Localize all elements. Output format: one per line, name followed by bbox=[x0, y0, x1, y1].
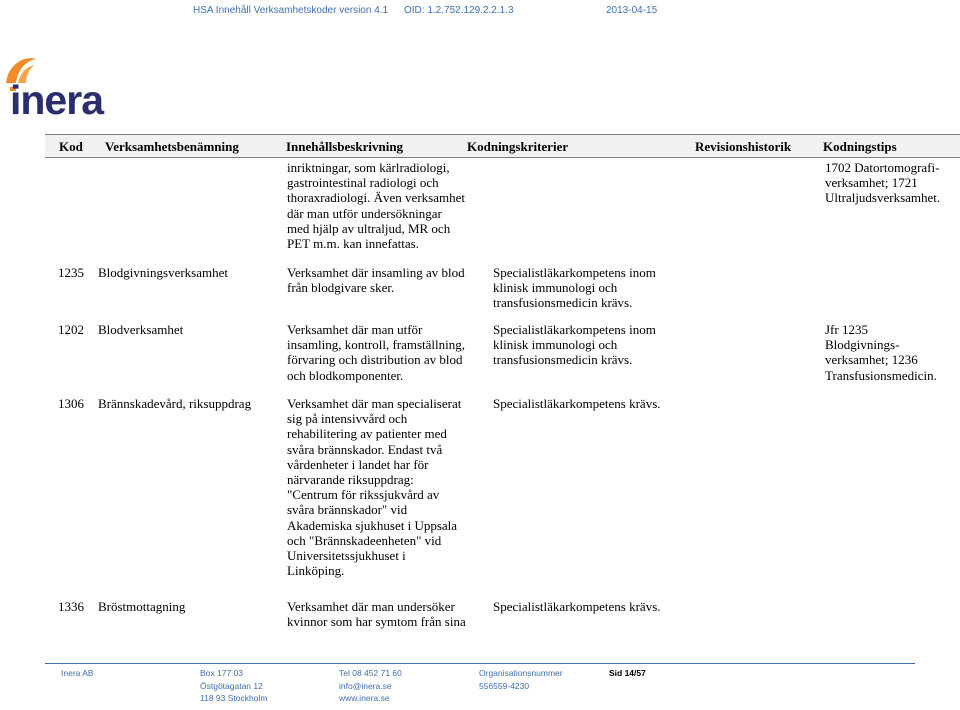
column-header-revisionshistorik: Revisionshistorik bbox=[695, 139, 792, 154]
row-1306-code: 1306 bbox=[58, 396, 84, 411]
row-1336-name: Bröstmottagning bbox=[98, 599, 186, 614]
row-1202-description: Verksamhet där man utför insamling, kontroll, framställning, förvaring och distribution av blod och blodkomponenter. bbox=[287, 322, 466, 383]
row-1336-criteria: Specialistläkarkompetens krävs. bbox=[493, 599, 661, 614]
footer-divider bbox=[45, 663, 915, 664]
logo-text: inera bbox=[10, 77, 103, 123]
page-number: Sid 14/57 bbox=[609, 668, 646, 678]
row-1235-description: Verksamhet där insamling av blod från blodgivare sker. bbox=[287, 265, 465, 296]
document-date: 2013-04-15 bbox=[606, 5, 658, 16]
row-1202-code: 1202 bbox=[58, 322, 84, 337]
column-header-verksamhetsbenamning: Verksamhetsbenämning bbox=[105, 139, 239, 154]
row-1202-tips: Jfr 1235 Blodgivnings- verksamhet; 1236 Transfusionsmedicin. bbox=[825, 322, 937, 383]
column-header-kodningskriterier: Kodningskriterier bbox=[467, 139, 569, 154]
footer-org: Inera AB bbox=[61, 668, 94, 678]
footer-contact: Tel 08 452 71 60 info@inera.se www.inera.se bbox=[339, 668, 402, 703]
footer-address: Box 177 03 Östgötagatan 12 118 93 Stockholm bbox=[200, 668, 268, 703]
document-title: HSA Innehåll Verksamhetskoder version 4.1 bbox=[193, 5, 389, 16]
footer-orgnr: 556559-4230 bbox=[479, 680, 530, 691]
row-1336-code: 1336 bbox=[58, 599, 84, 614]
row-1235-name: Blodgivningsverksamhet bbox=[98, 265, 228, 280]
row-1306-name: Brännskadevård, riksuppdrag bbox=[98, 396, 252, 411]
table-header bbox=[45, 134, 960, 158]
continuation-tips: 1702 Datortomografi- verksamhet; 1721 Ultraljudsverksamhet. bbox=[825, 160, 941, 206]
row-1202-criteria: Specialistläkarkompetens inom klinisk immunologi och transfusionsmedicin krävs. bbox=[493, 322, 656, 368]
column-header-kodningstips: Kodningstips bbox=[823, 139, 897, 154]
row-1202-name: Blodverksamhet bbox=[98, 322, 184, 337]
row-1306-criteria: Specialistläkarkompetens krävs. bbox=[493, 396, 661, 411]
column-header-innehallsbeskrivning: Innehållsbeskrivning bbox=[286, 139, 404, 154]
column-header-kod: Kod bbox=[59, 139, 83, 154]
continuation-description: inriktningar, som kärlradiologi, gastrointestinal radiologi och thoraxradiologi. Även verksamhet där man utför undersökningar med hjälp av ultraljud, MR och PET m.m. kan innefattas. bbox=[287, 160, 465, 252]
row-1336-description: Verksamhet där man undersöker kvinnor som har symtom från sina bbox=[287, 599, 466, 630]
footer-orgnr-label: Organisationsnummer bbox=[479, 668, 563, 678]
document-oid: OID: 1.2.752.129.2.2.1.3 bbox=[404, 5, 514, 16]
row-1235-criteria: Specialistläkarkompetens inom klinisk immunologi och transfusionsmedicin krävs. bbox=[493, 265, 656, 311]
row-1306-description: Verksamhet där man specialiserat sig på intensivvård och rehabilitering av patienter med svåra brännskador. Endast två vårdenheter i landet har för närvarande riksuppdrag: "Centrum för rikssjukvård av svåra brännskador" vid Akademiska sjukhuset i Uppsala och "Brännskadeenheten" vid Universitetssjukhuset i Linköping. bbox=[287, 396, 462, 579]
row-1235-code: 1235 bbox=[58, 265, 84, 280]
